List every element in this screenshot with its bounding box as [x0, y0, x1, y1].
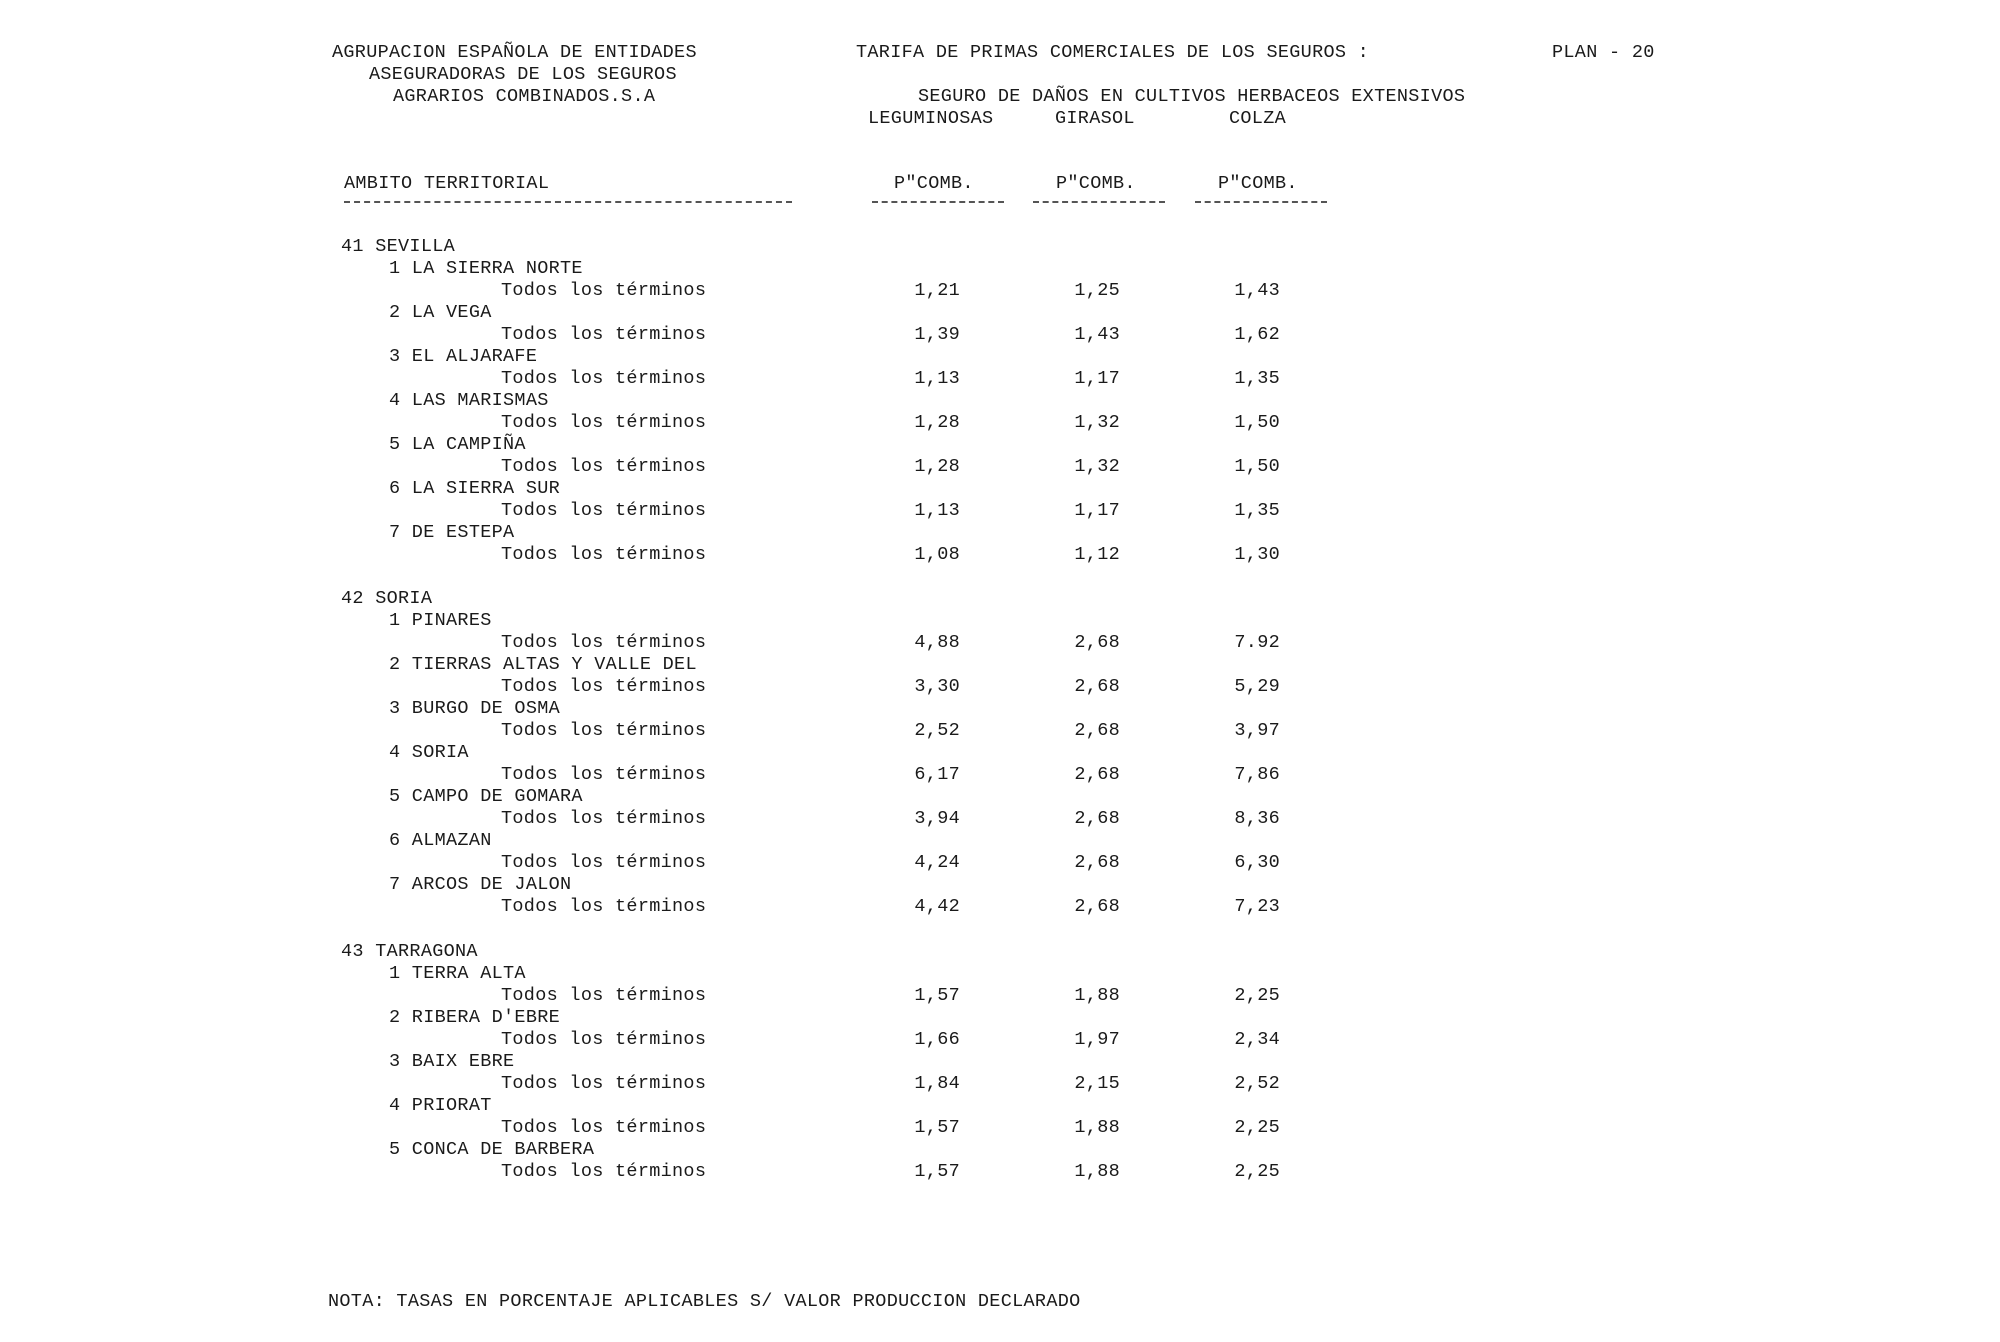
terminos-label: Todos los términos	[501, 412, 707, 433]
table-row	[0, 676, 1400, 698]
footer-note: NOTA: TASAS EN PORCENTAJE APLICABLES S/ VALOR PRODUCCION DECLARADO	[328, 1291, 1081, 1312]
comarca-name: 7 ARCOS DE JALON	[389, 874, 572, 896]
column-header-leguminosas: P"COMB.	[894, 173, 974, 194]
comarca-row	[0, 698, 1400, 720]
value-colza: 2,25	[1234, 984, 1280, 1006]
table-row	[0, 808, 1400, 830]
value-girasol: 2,68	[1074, 676, 1120, 698]
value-colza: 1,35	[1234, 368, 1280, 389]
terminos-label: Todos los términos	[501, 1160, 707, 1182]
table-row	[0, 896, 1400, 918]
value-girasol: 2,68	[1074, 632, 1120, 654]
value-colza: 1,50	[1234, 412, 1280, 433]
value-leguminosas: 3,94	[914, 808, 960, 830]
comarca-name: 3 EL ALJARAFE	[389, 346, 538, 367]
value-girasol: 2,68	[1074, 764, 1120, 786]
value-colza: 1,43	[1234, 280, 1280, 301]
value-leguminosas: 1,13	[914, 368, 960, 389]
value-leguminosas: 1,08	[914, 544, 960, 565]
terminos-label: Todos los términos	[501, 456, 707, 477]
comarca-name: 2 RIBERA D'EBRE	[389, 1006, 561, 1028]
value-colza: 1,30	[1234, 544, 1280, 565]
terminos-label: Todos los términos	[501, 1028, 707, 1050]
value-girasol: 1,32	[1074, 412, 1120, 433]
value-girasol: 1,97	[1074, 1028, 1120, 1050]
comarca-name: 6 LA SIERRA SUR	[389, 478, 561, 499]
province-name: 41 SEVILLA	[341, 236, 456, 257]
comarca-name: 2 TIERRAS ALTAS Y VALLE DEL	[389, 654, 697, 676]
comarca-name: 5 CONCA DE BARBERA	[389, 1138, 595, 1160]
province-row	[0, 236, 1400, 258]
value-colza: 2,25	[1234, 1116, 1280, 1138]
column-header-colza: P"COMB.	[1218, 173, 1298, 194]
comarca-name: 3 BAIX EBRE	[389, 1050, 515, 1072]
comarca-name: 4 PRIORAT	[389, 1094, 492, 1116]
value-leguminosas: 1,57	[914, 1116, 960, 1138]
province-row	[0, 941, 1400, 963]
value-girasol: 2,68	[1074, 852, 1120, 874]
value-leguminosas: 1,66	[914, 1028, 960, 1050]
comarca-name: 1 TERRA ALTA	[389, 962, 526, 984]
comarca-name: 6 ALMAZAN	[389, 830, 492, 852]
comarca-name: 3 BURGO DE OSMA	[389, 698, 561, 720]
value-leguminosas: 1,28	[914, 412, 960, 433]
comarca-row	[0, 1139, 1400, 1161]
value-colza: 8,36	[1234, 808, 1280, 830]
terminos-label: Todos los términos	[501, 984, 707, 1006]
value-leguminosas: 2,52	[914, 720, 960, 742]
plan-label: PLAN - 20	[1552, 42, 1655, 63]
terminos-label: Todos los términos	[501, 1116, 707, 1138]
table-row	[0, 764, 1400, 786]
header-divider	[1033, 201, 1165, 203]
comarca-row	[0, 874, 1400, 896]
comarca-row	[0, 1007, 1400, 1029]
comarca-row	[0, 610, 1400, 632]
value-leguminosas: 6,17	[914, 764, 960, 786]
value-colza: 6,30	[1234, 852, 1280, 874]
comarca-name: 1 LA SIERRA NORTE	[389, 258, 583, 279]
value-colza: 1,35	[1234, 500, 1280, 521]
value-colza: 7,86	[1234, 764, 1280, 786]
crop-leguminosas: LEGUMINOSAS	[868, 108, 994, 129]
value-leguminosas: 4,88	[914, 632, 960, 654]
value-colza: 2,52	[1234, 1072, 1280, 1094]
table-row	[0, 500, 1400, 522]
value-colza: 5,29	[1234, 676, 1280, 698]
value-girasol: 1,25	[1074, 280, 1120, 301]
table-row	[0, 324, 1400, 346]
value-girasol: 2,68	[1074, 808, 1120, 830]
table-row	[0, 1029, 1400, 1051]
org-name-line1: AGRUPACION ESPAÑOLA DE ENTIDADES	[332, 42, 697, 63]
comarca-row	[0, 258, 1400, 280]
comarca-row	[0, 346, 1400, 368]
table-row	[0, 632, 1400, 654]
terminos-label: Todos los términos	[501, 368, 707, 389]
terminos-label: Todos los términos	[501, 720, 707, 742]
terminos-label: Todos los términos	[501, 324, 707, 345]
table-row	[0, 985, 1400, 1007]
comarca-row	[0, 654, 1400, 676]
org-name-line2: ASEGURADORAS DE LOS SEGUROS	[369, 64, 677, 85]
terminos-label: Todos los términos	[501, 896, 707, 918]
value-leguminosas: 1,57	[914, 1160, 960, 1182]
value-girasol: 2,68	[1074, 896, 1120, 918]
table-row	[0, 852, 1400, 874]
table-row	[0, 544, 1400, 566]
tarifa-title: TARIFA DE PRIMAS COMERCIALES DE LOS SEGUROS :	[856, 42, 1370, 63]
value-leguminosas: 4,42	[914, 896, 960, 918]
value-girasol: 1,12	[1074, 544, 1120, 565]
province-name: 42 SORIA	[341, 588, 433, 610]
terminos-label: Todos los términos	[501, 676, 707, 698]
comarca-name: 5 CAMPO DE GOMARA	[389, 786, 583, 808]
terminos-label: Todos los términos	[501, 500, 707, 521]
comarca-name: 4 LAS MARISMAS	[389, 390, 549, 411]
comarca-name: 2 LA VEGA	[389, 302, 492, 323]
value-girasol: 1,32	[1074, 456, 1120, 477]
comarca-row	[0, 390, 1400, 412]
value-leguminosas: 1,84	[914, 1072, 960, 1094]
value-leguminosas: 4,24	[914, 852, 960, 874]
comarca-row	[0, 302, 1400, 324]
value-colza: 1,62	[1234, 324, 1280, 345]
crop-girasol: GIRASOL	[1055, 108, 1135, 129]
crop-colza: COLZA	[1229, 108, 1287, 129]
table-row	[0, 368, 1400, 390]
value-girasol: 1,88	[1074, 1116, 1120, 1138]
table-row	[0, 720, 1400, 742]
value-girasol: 1,17	[1074, 368, 1120, 389]
value-colza: 2,25	[1234, 1160, 1280, 1182]
table-row	[0, 1073, 1400, 1095]
value-colza: 7,23	[1234, 896, 1280, 918]
value-leguminosas: 1,21	[914, 280, 960, 301]
value-leguminosas: 3,30	[914, 676, 960, 698]
value-colza: 2,34	[1234, 1028, 1280, 1050]
value-girasol: 1,88	[1074, 984, 1120, 1006]
terminos-label: Todos los términos	[501, 1072, 707, 1094]
comarca-row	[0, 522, 1400, 544]
value-leguminosas: 1,13	[914, 500, 960, 521]
value-colza: 1,50	[1234, 456, 1280, 477]
terminos-label: Todos los términos	[501, 632, 707, 654]
comarca-row	[0, 1095, 1400, 1117]
comarca-name: 1 PINARES	[389, 610, 492, 632]
comarca-row	[0, 478, 1400, 500]
province-row	[0, 588, 1400, 610]
column-header-girasol: P"COMB.	[1056, 173, 1136, 194]
comarca-row	[0, 786, 1400, 808]
header-divider	[872, 201, 1004, 203]
table-row	[0, 1117, 1400, 1139]
header-divider	[344, 201, 792, 203]
table-row	[0, 412, 1400, 434]
value-girasol: 2,15	[1074, 1072, 1120, 1094]
comarca-name: 5 LA CAMPIÑA	[389, 434, 526, 455]
value-leguminosas: 1,57	[914, 984, 960, 1006]
terminos-label: Todos los términos	[501, 852, 707, 874]
column-header-ambito: AMBITO TERRITORIAL	[344, 173, 550, 194]
terminos-label: Todos los términos	[501, 544, 707, 565]
terminos-label: Todos los términos	[501, 280, 707, 301]
table-row	[0, 280, 1400, 302]
table-row	[0, 1161, 1400, 1183]
comarca-row	[0, 830, 1400, 852]
value-colza: 7.92	[1234, 632, 1280, 654]
seguro-title: SEGURO DE DAÑOS EN CULTIVOS HERBACEOS EXTENSIVOS	[918, 86, 1466, 107]
value-leguminosas: 1,39	[914, 324, 960, 345]
value-leguminosas: 1,28	[914, 456, 960, 477]
value-girasol: 1,43	[1074, 324, 1120, 345]
comarca-row	[0, 742, 1400, 764]
comarca-row	[0, 1051, 1400, 1073]
terminos-label: Todos los términos	[501, 764, 707, 786]
comarca-name: 4 SORIA	[389, 742, 469, 764]
value-girasol: 2,68	[1074, 720, 1120, 742]
terminos-label: Todos los términos	[501, 808, 707, 830]
header-divider	[1195, 201, 1327, 203]
comarca-name: 7 DE ESTEPA	[389, 522, 515, 543]
comarca-row	[0, 434, 1400, 456]
org-name-line3: AGRARIOS COMBINADOS.S.A	[393, 86, 656, 107]
comarca-row	[0, 963, 1400, 985]
table-row	[0, 456, 1400, 478]
province-name: 43 TARRAGONA	[341, 940, 478, 962]
value-girasol: 1,88	[1074, 1160, 1120, 1182]
value-colza: 3,97	[1234, 720, 1280, 742]
value-girasol: 1,17	[1074, 500, 1120, 521]
